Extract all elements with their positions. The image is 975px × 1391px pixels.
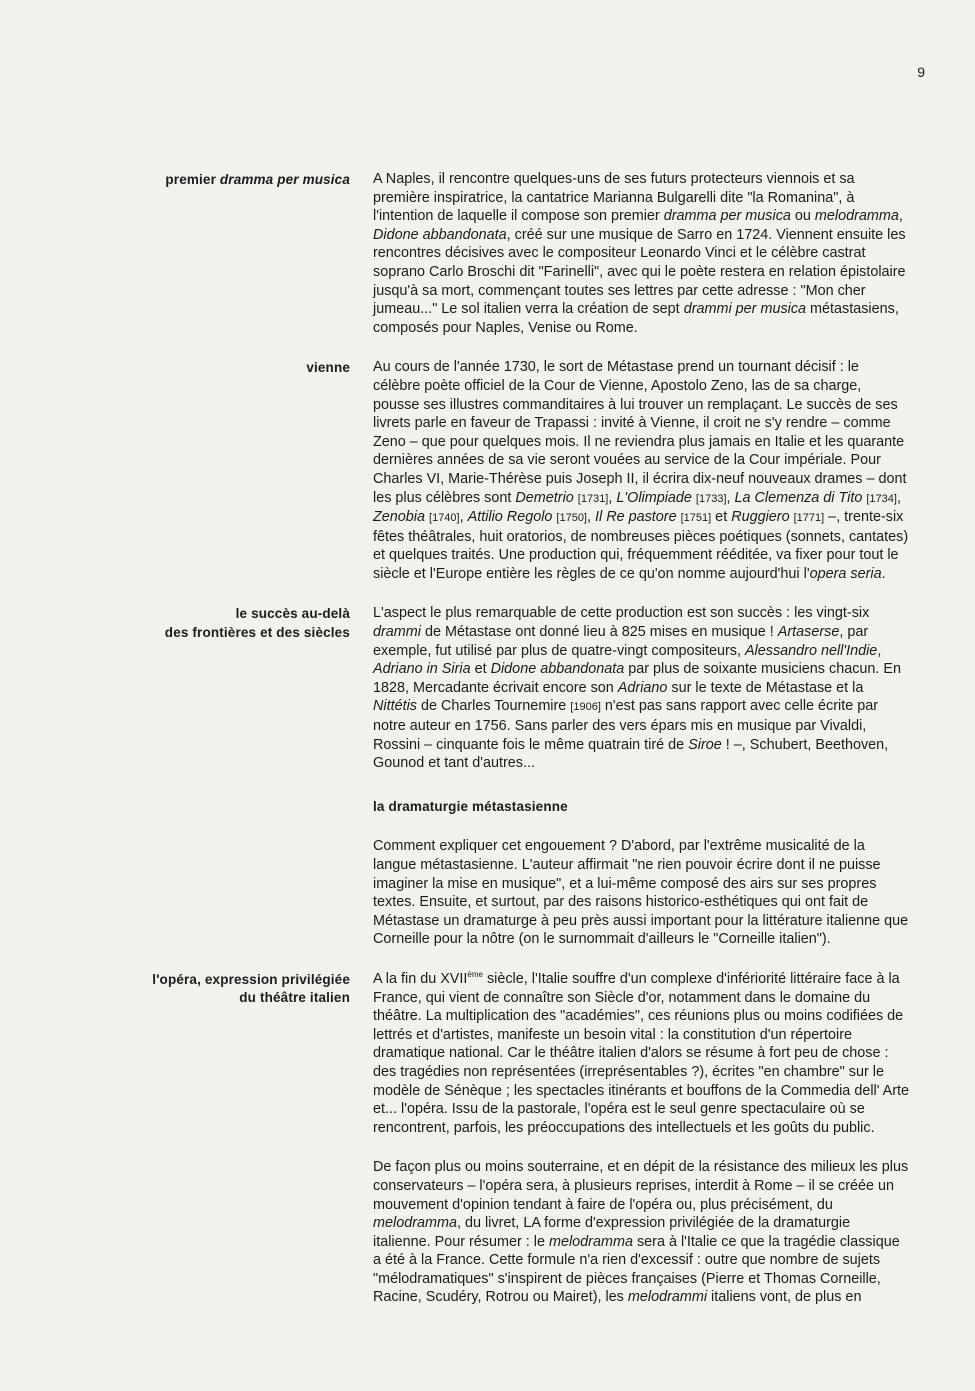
page-number: 9 [917,64,925,80]
section-opera [110,970,930,1137]
paragraph-dramaturgie: Comment expliquer cet engouement ? D'abord, par l'extrême musicalité de la langue métastasienne. L'auteur affirmait "ne rien pouvoir écrire dont il ne puisse imaginer la mise en musique", et a lui-même composé des airs sur ses propres textes. Ensuite, et surtout, par des raisons historico-esthétiques qui ont fait de Métastase un dramaturge à peu près aussi important pour la littérature italienne que Corneille pour la nôtre (on le surnommait d'ailleurs le "Corneille italien"). [373,838,909,948]
paragraph-opera-2: De façon plus ou moins souterraine, et en dépit de la résistance des milieux les plus conservateurs – l'opéra sera, à plusieurs reprises, interdit à Rome – il se créée un mouvement d'opinion tendant à faire de l'opéra ou, plus précisément, du melodramma, du livret, LA forme d'expression privilégiée de la dramaturgie italienne. Pour résumer : le melodramma sera à l'Italie ce que la tragédie classique a été à la France. Cette formule n'a rien d'excessif : outre que nombre de sujets "mélodramatiques" s'inspirent de pièces françaises (Pierre et Thomas Corneille, Racine, Scudéry, Rotrou ou Mairet), les melodrammi italiens vont, de plus en [373,1159,909,1306]
section-opera-2 [110,1158,930,1307]
paragraph-succes: L'aspect le plus remarquable de cette production est son succès : les vingt-six drammi de Métastase ont donné lieu à 825 mises en musique ! Artaserse, par exemple, fut utilisé par plus de quatre-vingt compositeurs, Alessandro nell'Indie, Adriano in Siria et Didone abbandonata par plus de soixante musiciens chacun. En 1828, Mercadante écrivait encore son Adriano sur le texte de Métastase et la Nittétis de Charles Tournemire [1906] n'est pas sans rapport avec celle écrite par notre auteur en 1756. Sans parler des vers épars mis en musique par Vivaldi, Rossini – cinquante fois le même quatrain tiré de Siroe ! –, Schubert, Beethoven, Gounod et tant d'autres... [373,605,902,772]
section-vienne [110,358,930,583]
paragraph-vienne: Au cours de l'année 1730, le sort de Métastase prend un tournant décisif : le célèbre poète officiel de la Cour de Vienne, Apostolo Zeno, las de sa charge, pousse ses illustres commanditaires à lui trouver un remplaçant. Le succès de ses livrets parle en faveur de Trapassi : invité à Vienne, il croit ne s'y rendre – comme Zeno – que pour quelques mois. Il ne reviendra plus jamais en Italie et les quarante dernières années de sa vie seront vouées au service de la Cour impériale. Pour Charles VI, Marie-Thérèse puis Joseph II, il écrira dix-neuf nouveaux drames – dont les plus célèbres sont Demetrio [1731], L'Olimpiade [1733], La Clemenza di Tito [1734], Zenobia [1740], Attilio Regolo [1750], Il Re pastore [1751] et Ruggiero [1771] –, trente-six fêtes théâtrales, huit oratorios, de nombreuses pièces poétiques (sonnets, cantates) et quelques traités. Une production qui, fréquemment rééditée, va fixer pour tout le siècle et l'Europe entière les règles de ce qu'on nomme aujourd'hui l'opera seria. [373,359,909,582]
side-heading-premier-dramma: premier dramma per musica [165,172,350,187]
content-column [110,170,930,1307]
paragraph-opera-1: A la fin du XVIIème siècle, l'Italie souffre d'un complexe d'infériorité littéraire face à la France, qui vient de connaître son Siècle d'or, notamment dans le domaine du théâtre. La multiplication des "académies", ces réunions plus ou moins codifiées de lettrés et d'artistes, manifeste un besoin vital : la constitution d'un répertoire dramatique national. Car le théâtre italien d'alors se résume à fort peu de chose : des tragédies non représentées (irreprésentables ?), écrites "en chambre" sur le modèle de Sénèque ; les spectacles itinérants et bouffons de la Commedia dell' Arte et... l'opéra. Issu de la pastorale, l'opéra est le seul genre spectaculaire où se rencontrent, parfois, les préoccupations des intellectuels et les goûts du public. [373,970,910,1136]
side-heading-opera-line1: l'opéra, expression privilégiée [152,971,350,987]
subheading-dramaturgie: la dramaturgie métastasienne [373,798,568,814]
side-heading-succes [110,604,350,772]
side-heading-vienne: vienne [306,360,350,376]
side-heading-opera [110,970,350,1137]
side-heading-succes-line2: des frontières et des siècles [164,624,350,640]
side-heading-opera-line2: du théâtre italien [239,990,350,1006]
section-dramaturgie-heading [110,798,930,817]
section-succes [110,604,930,772]
section-premier-dramma [110,170,930,337]
paragraph-premier-dramma: A Naples, il rencontre quelques-uns de ses futurs protecteurs viennois et sa première inspiratrice, la cantatrice Marianna Bulgarelli dite "la Romanina", à l'intention de laquelle il compose son premier dramma per musica ou melodramma, Didone abbandonata, créé sur une musique de Sarro en 1724. Viennent ensuite les rencontres décisives avec le compositeur Leonardo Vinci et le célèbre castrat soprano Carlo Broschi dit "Farinelli", avec qui le poète restera en relation épistolaire jusqu'à sa mort, commençant toutes ses lettres par cette adresse : "Mon cher jumeau..." Le sol italien verra la création de sept drammi per musica métastasiens, composés pour Naples, Venise ou Rome. [373,171,906,336]
section-dramaturgie [110,837,930,949]
side-heading-succes-line1: le succès au-delà [235,606,350,622]
